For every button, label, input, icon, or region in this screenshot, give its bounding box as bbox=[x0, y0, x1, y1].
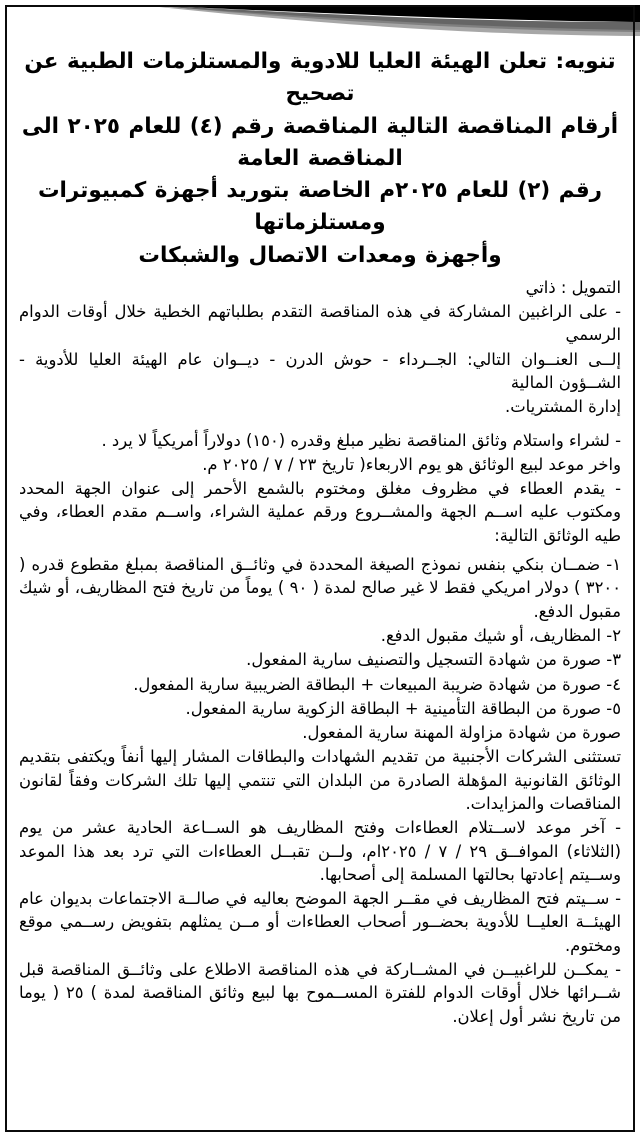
funding-line: التمويل : ذاتي bbox=[525, 277, 621, 297]
requirement-item-2: ٢- المظاريف، أو شيك مقبول الدفع. bbox=[380, 625, 621, 645]
title-line-1: تنويه: تعلن الهيئة العليا للادوية والمستلزمات الطبية عن تصحيح bbox=[24, 49, 616, 107]
notice-body bbox=[19, 276, 621, 1028]
address-line: إلــى العنــوان التالي: الجــرداء - حوش الدرن - ديــوان عام الهيئة العليا للأدوية - الشــؤون المالية bbox=[19, 349, 621, 392]
title-line-4: وأجهزة ومعدات الاتصال والشبكات bbox=[138, 242, 502, 268]
opening-location-note: - ســيتم فتح المظاريف في مقــر الجهة الموضح بعاليه في صالــة الاجتماعات بديوان عام الهيئــة العليــا للأدوية بحضــور أصحاب العطاءات أو مــن يمثلهم بتفويض رســمي موقع ومختوم. bbox=[19, 889, 621, 955]
envelope-instructions: - يقدم العطاء في مظروف مغلق ومختوم بالشمع الأحمر إلى عنوان الجهة المحدد ومكتوب عليه اســم الجهة والمشــروع ورقم عملية الشراء، واســم مقدم العطاء، وفي طيه الوثائق التالية: bbox=[19, 479, 621, 545]
notice-content bbox=[7, 40, 633, 1130]
requirement-item-6: صورة من شهادة مزاولة المهنة سارية المفعول. bbox=[302, 723, 621, 743]
participation-note: - على الراغبين المشاركة في هذه المناقصة التقدم بطلباتهم الخطية خلال أوقات الدوام الرسمي bbox=[19, 302, 621, 345]
requirement-item-1: ١- ضمــان بنكي بنفس نموذج الصيغة المحددة في وثائــق المناقصة بمبلغ مقطوع قدره ( ٣٢٠٠ ) دولار امريكي فقط لا غير صالح لمدة ( ٩٠ ) يوماً من تاريخ فتح المظاريف، أو شيك مقبول الدفع. bbox=[19, 555, 621, 621]
foreign-companies-note: تستثنى الشركات الأجنبية من تقديم الشهادات والبطاقات المشار إليها أنفاً ويكتفى بتقديم الوثائق القانونية المؤهلة الصادرة من البلدان التي تنتمي إليها تلك الشركات وفقاً لقانون المناقصات والمزايدات. bbox=[19, 747, 621, 813]
sale-deadline-line: واخر موعد لبيع الوثائق هو يوم الاربعاء( تاريخ ٢٣ / ٧ / ٢٠٢٥ م. bbox=[202, 454, 621, 474]
title-line-3: رقم (٢) للعام ٢٠٢٥م الخاصة بتوريد أجهزة كمبيوترات ومستلزماتها bbox=[37, 178, 603, 236]
spacer-after-department bbox=[19, 420, 621, 429]
submission-deadline-note: - آخر موعد لاســتلام العطاءات وفتح المظاريف هو الســاعة الحادية عشر من يوم (الثلاثاء) الموافــق ٢٩ / ٧ / ٢٠٢٥ام، ولــن تقبــل العطاءات التي ترد بعد هذا الموعد وســيتم إعادتها بحالتها المسلمة إلى أصحابها. bbox=[19, 818, 621, 884]
department-line: إدارة المشتريات. bbox=[505, 397, 621, 417]
page-title bbox=[21, 46, 619, 272]
purchase-fee-line: - لشراء واستلام وثائق المناقصة نظير مبلغ وقدره (١٥٠) دولاراً أمريكياً لا يرد . bbox=[101, 430, 621, 450]
requirement-item-4: ٤- صورة من شهادة ضريبة المبيعات + البطاقة الضريبية سارية المفعول. bbox=[133, 674, 621, 694]
requirement-item-3: ٣- صورة من شهادة التسجيل والتصنيف سارية المفعول. bbox=[246, 650, 621, 670]
review-note: - يمكــن للراغبيــن في المشــاركة في هذه المناقصة الاطلاع على وثائــق المناقصة قبل شــرائها خلال أوقات الدوام للفترة المســموح بها لبيع وثائق المناقصة لمدة ) ٢٥ ( يوما من تاريخ نشر أول إعلان. bbox=[19, 960, 621, 1026]
title-line-2: أرقام المناقصة التالية المناقصة رقم (٤) للعام ٢٠٢٥ الى المناقصة العامة bbox=[21, 113, 619, 171]
requirement-item-5: ٥- صورة من البطاقة التأمينية + البطاقة الزكوية سارية المفعول. bbox=[185, 698, 621, 718]
